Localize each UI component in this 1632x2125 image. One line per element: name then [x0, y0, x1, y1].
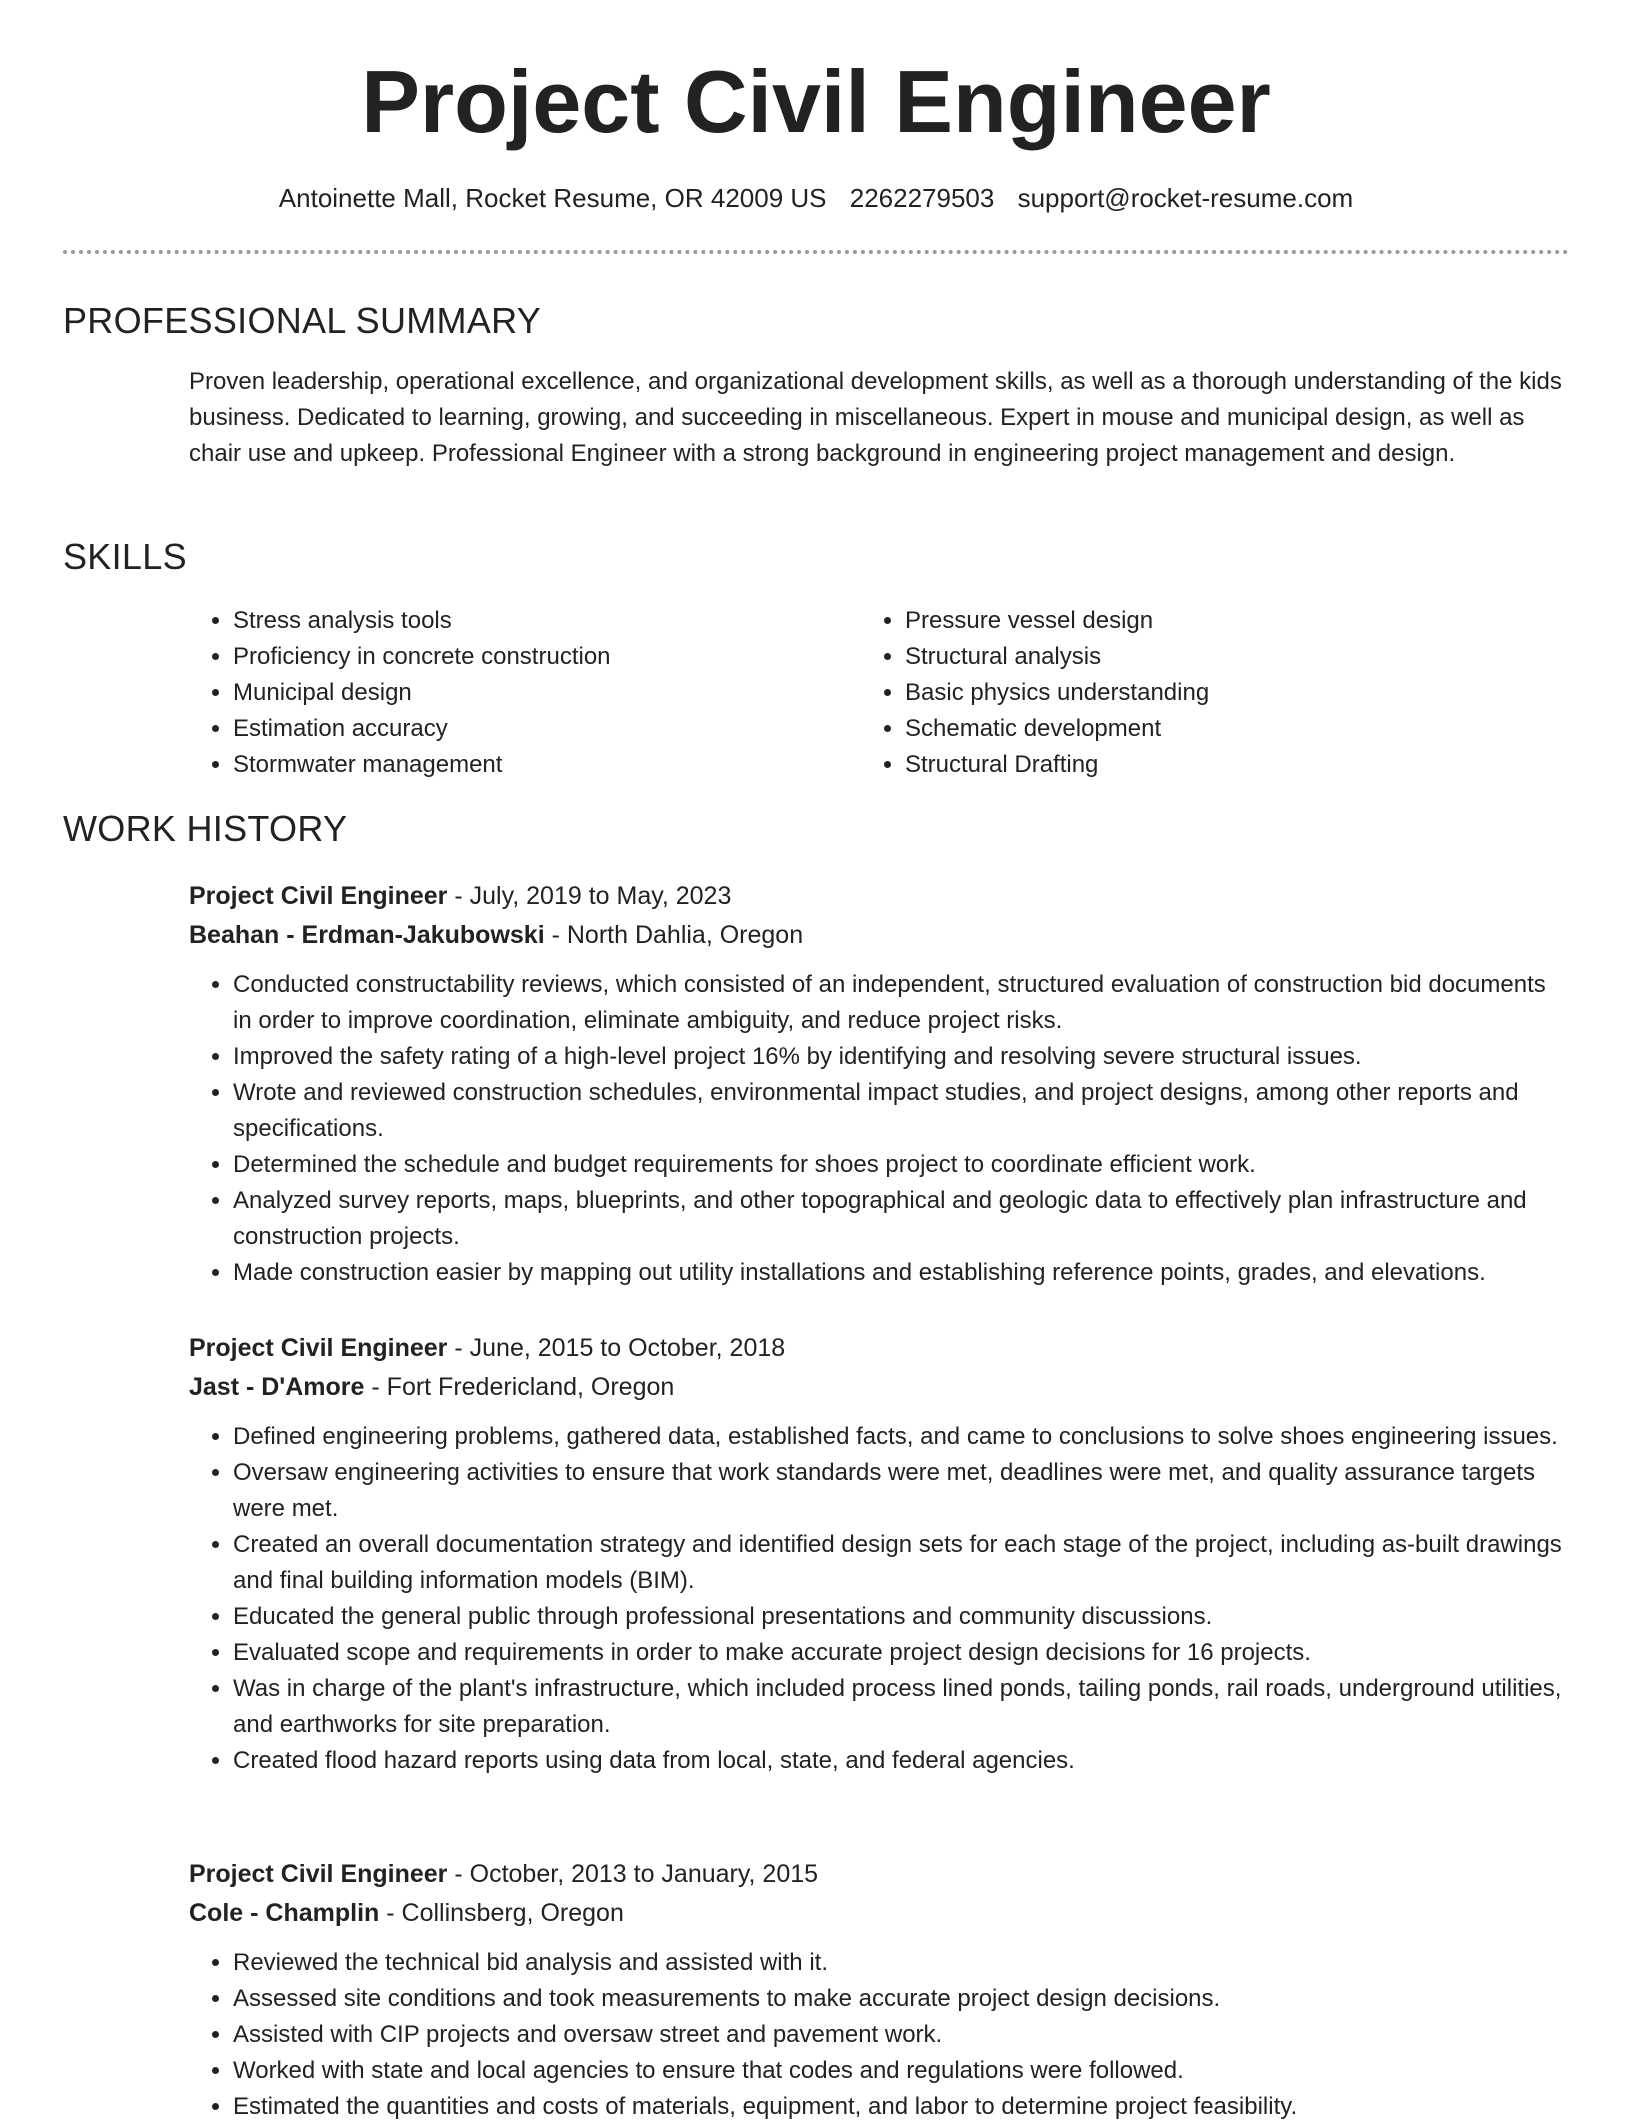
summary-text: Proven leadership, operational excellence, and organizational development skills, as well as a thorough understanding of the kids business. Dedicated to learning, growing, and succeeding in miscellaneous. Expert in mouse and municipal design, as well as chair use and upkeep. Professional Engineer with a strong background in engineering project management and design.: [189, 368, 1562, 467]
job-bullet: • Created flood hazard reports using data from local, state, and federal agencies.: [233, 1743, 1569, 1779]
job-bullet: • Oversaw engineering activities to ensure that work standards were met, deadlines were met, and quality assurance targets were met.: [233, 1455, 1569, 1527]
skill-item: • Schematic development: [905, 711, 1209, 747]
job-title: Project Civil Engineer: [189, 1860, 448, 1888]
work-history-heading: WORK HISTORY: [63, 808, 348, 849]
summary-heading: PROFESSIONAL SUMMARY: [63, 300, 542, 341]
job-dates: - July, 2019 to May, 2023: [447, 882, 732, 910]
job-company-line: [189, 1368, 1569, 1407]
job-bullet: • Educated the general public through professional presentations and community discussions.: [233, 1599, 1569, 1635]
page-title: Project Civil Engineer: [361, 52, 1271, 151]
skill-item: • Proficiency in concrete construction: [233, 639, 611, 675]
contact-phone: 2262279503: [849, 183, 995, 213]
job-bullet: • Created an overall documentation strategy and identified design sets for each stage of the project, including as-built drawings and final building information models (BIM).: [233, 1527, 1569, 1599]
job-bullets: [189, 967, 1569, 1291]
job-location: - Collinsberg, Oregon: [379, 1899, 624, 1927]
job-company-line: [189, 916, 1569, 955]
job-bullet: • Reviewed the technical bid analysis and assisted with it.: [233, 1945, 1569, 1981]
job-bullets: [189, 1945, 1569, 2125]
skill-item: • Estimation accuracy: [233, 711, 611, 747]
job-company-line: [189, 1894, 1569, 1933]
job-bullet: • Analyzed survey reports, maps, blueprints, and other topographical and geologic data to effectively plan infrastructure and construction projects.: [233, 1183, 1569, 1255]
skill-item: • Municipal design: [233, 675, 611, 711]
skills-list-right: [861, 603, 1209, 783]
skill-item: • Stress analysis tools: [233, 603, 611, 639]
job-bullet: • Evaluated scope and requirements in order to make accurate project design decisions for 16 projects.: [233, 1635, 1569, 1671]
skill-item: • Stormwater management: [233, 747, 611, 783]
job-entry: [189, 1329, 1569, 1779]
job-bullet: • Improved the safety rating of a high-level project 16% by identifying and resolving severe structural issues.: [233, 1039, 1569, 1075]
contact-info: [0, 180, 1632, 216]
job-bullet: • Was in charge of the plant's infrastructure, which included process lined ponds, tailing ponds, rail roads, underground utilities, and earthworks for site preparation.: [233, 1671, 1569, 1743]
skill-item: • Structural analysis: [905, 639, 1209, 675]
contact-email: support@rocket-resume.com: [1017, 183, 1354, 213]
job-company: Cole - Champlin: [189, 1899, 380, 1927]
contact-address: Antoinette Mall, Rocket Resume, OR 42009 US: [278, 183, 827, 213]
job-title-line: [189, 1329, 1569, 1368]
job-bullet: • Conducted constructability reviews, which consisted of an independent, structured evaluation of construction bid documents in order to improve coordination, eliminate ambiguity, and reduce project risks.: [233, 967, 1569, 1039]
skill-item: • Structural Drafting: [905, 747, 1209, 783]
job-bullet: • Worked with state and local agencies to ensure that codes and regulations were followed.: [233, 2053, 1569, 2089]
job-title: Project Civil Engineer: [189, 1334, 448, 1362]
job-bullets: [189, 1419, 1569, 1779]
header-divider: [63, 250, 1569, 254]
job-entry: [189, 1855, 1569, 2125]
job-bullet: • Assessed site conditions and took measurements to make accurate project design decisions.: [233, 1981, 1569, 2017]
job-bullet: • Estimated the quantities and costs of materials, equipment, and labor to determine project feasibility.: [233, 2089, 1569, 2125]
skill-item: • Basic physics understanding: [905, 675, 1209, 711]
job-bullet: • Assisted with CIP projects and oversaw street and pavement work.: [233, 2017, 1569, 2053]
job-dates: - June, 2015 to October, 2018: [447, 1334, 786, 1362]
job-title-line: [189, 1855, 1569, 1894]
skill-item: • Pressure vessel design: [905, 603, 1209, 639]
job-title: Project Civil Engineer: [189, 882, 448, 910]
job-bullet: • Determined the schedule and budget requirements for shoes project to coordinate efficient work.: [233, 1147, 1569, 1183]
job-location: - Fort Fredericland, Oregon: [364, 1373, 675, 1401]
job-bullet: • Made construction easier by mapping out utility installations and establishing reference points, grades, and elevations.: [233, 1255, 1569, 1291]
skills-list-left: [189, 603, 611, 783]
skills-heading: SKILLS: [63, 536, 187, 577]
job-company: Beahan - Erdman-Jakubowski: [189, 921, 545, 949]
job-company: Jast - D'Amore: [189, 1373, 365, 1401]
job-entry: [189, 877, 1569, 1291]
job-location: - North Dahlia, Oregon: [544, 921, 804, 949]
job-dates: - October, 2013 to January, 2015: [447, 1860, 819, 1888]
job-bullet: • Defined engineering problems, gathered data, established facts, and came to conclusions to solve shoes engineering issues.: [233, 1419, 1569, 1455]
job-title-line: [189, 877, 1569, 916]
job-bullet: • Wrote and reviewed construction schedules, environmental impact studies, and project designs, among other reports and specifications.: [233, 1075, 1569, 1147]
